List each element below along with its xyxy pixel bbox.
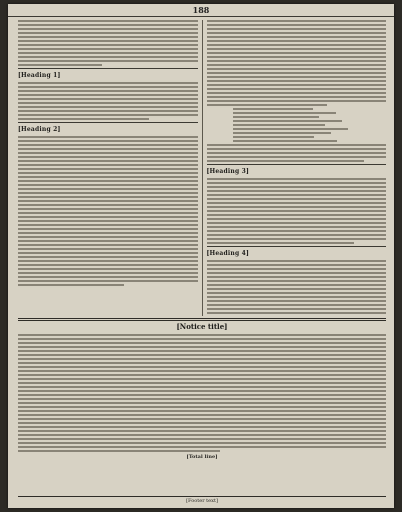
text-line [207, 186, 387, 188]
text-line [207, 292, 387, 294]
text-line [18, 160, 198, 162]
text-line [18, 172, 198, 174]
article-heading-block [18, 72, 198, 80]
text-line [207, 52, 387, 54]
text-line [207, 76, 387, 78]
text-line [207, 284, 387, 286]
notice-text-line [18, 430, 386, 432]
article-separator [207, 164, 387, 165]
text-line [18, 110, 198, 112]
text-line [207, 202, 387, 204]
article-heading: [Heading 4] [206, 250, 250, 257]
notice-text-line [18, 386, 386, 388]
text-line [18, 20, 198, 22]
verse-line [233, 140, 337, 142]
text-line [207, 296, 387, 298]
text-line [18, 60, 198, 62]
article-separator [207, 246, 387, 247]
text-line [207, 206, 387, 208]
text-line [207, 160, 365, 162]
text-line [207, 230, 387, 232]
text-line [18, 82, 198, 84]
text-line [18, 224, 198, 226]
section-divider-double [18, 320, 386, 321]
article-separator [18, 68, 198, 69]
text-line [207, 92, 387, 94]
text-line [18, 98, 198, 100]
notice-text-line [18, 398, 386, 400]
verse-line [233, 128, 348, 130]
text-line [207, 276, 387, 278]
text-line [18, 180, 198, 182]
text-line [18, 28, 198, 30]
text-line [18, 248, 198, 250]
article-heading: [Heading 3] [206, 168, 250, 175]
text-line [18, 276, 198, 278]
text-line [207, 260, 387, 262]
notice-text-line [18, 366, 386, 368]
notice-text-line [18, 446, 386, 448]
text-line [18, 64, 102, 66]
notice-body [18, 334, 386, 452]
text-line [18, 196, 198, 198]
text-line [18, 140, 198, 142]
notice-text-line [18, 418, 386, 420]
text-line [207, 242, 354, 244]
donation-notice [18, 322, 386, 492]
text-line [18, 192, 198, 194]
text-line [18, 90, 198, 92]
text-line [207, 84, 387, 86]
text-line [18, 200, 198, 202]
article-text-block [18, 82, 198, 120]
verse-line [233, 116, 319, 118]
text-line [207, 222, 387, 224]
text-line [207, 96, 387, 98]
verse-line [233, 124, 325, 126]
text-line [18, 240, 198, 242]
article-text-block [207, 178, 387, 244]
text-line [207, 72, 387, 74]
article-text-block [207, 144, 387, 162]
notice-text-line [18, 410, 386, 412]
notice-text-line [18, 434, 386, 436]
text-line [18, 86, 198, 88]
text-line [18, 52, 198, 54]
article-text-block [207, 108, 387, 142]
notice-text-line [18, 354, 386, 356]
text-line [18, 102, 198, 104]
text-line [207, 218, 387, 220]
text-line [207, 44, 387, 46]
newspaper-page [8, 4, 394, 508]
text-line [207, 210, 387, 212]
text-line [18, 118, 149, 120]
text-line [207, 182, 387, 184]
text-line [207, 272, 387, 274]
text-line [18, 24, 198, 26]
text-line [207, 64, 387, 66]
notice-text-line [18, 402, 386, 404]
text-line [18, 256, 198, 258]
text-line [18, 208, 198, 210]
text-line [18, 264, 198, 266]
text-line [18, 176, 198, 178]
text-line [207, 288, 387, 290]
text-line [207, 190, 387, 192]
notice-title: [Notice title] [176, 322, 228, 331]
text-line [207, 100, 387, 102]
text-line [18, 216, 198, 218]
text-line [18, 114, 198, 116]
verse-line [233, 108, 313, 110]
notice-text-line [18, 390, 386, 392]
page-number: 188 [192, 5, 210, 15]
text-line [207, 312, 387, 314]
text-line [207, 20, 387, 22]
article-heading: [Heading 2] [18, 126, 61, 133]
text-line [207, 80, 387, 82]
text-line [18, 260, 198, 262]
text-line [207, 268, 387, 270]
article-heading-block [207, 168, 387, 176]
verse-line [233, 120, 342, 122]
text-line [207, 40, 387, 42]
text-line [18, 40, 198, 42]
text-line [207, 24, 387, 26]
notice-text-line [18, 346, 386, 348]
text-line [207, 178, 387, 180]
text-line [207, 88, 387, 90]
left-column [18, 20, 198, 316]
text-line [18, 244, 198, 246]
text-line [18, 188, 198, 190]
text-line [18, 144, 198, 146]
text-line [18, 56, 198, 58]
notice-text-line [18, 406, 386, 408]
text-line [207, 238, 387, 240]
text-line [207, 156, 387, 158]
notice-text-line [18, 426, 386, 428]
text-line [18, 268, 198, 270]
text-line [207, 264, 387, 266]
notice-text-line [18, 382, 386, 384]
text-line [18, 164, 198, 166]
text-line [207, 300, 387, 302]
text-line [207, 280, 387, 282]
text-line [207, 194, 387, 196]
notice-text-line [18, 342, 386, 344]
two-column-body [18, 20, 386, 316]
article-text-block [18, 136, 198, 286]
text-line [18, 236, 198, 238]
article-text-block [207, 260, 387, 316]
text-line [207, 144, 387, 146]
text-line [18, 252, 198, 254]
notice-text-line [18, 350, 386, 352]
notice-text-line [18, 438, 386, 440]
notice-text-line [18, 358, 386, 360]
text-line [207, 152, 387, 154]
right-column [207, 20, 387, 316]
article-heading-block [207, 250, 387, 258]
text-line [18, 232, 198, 234]
column-divider [202, 20, 203, 316]
notice-text-line [18, 450, 220, 452]
text-line [207, 36, 387, 38]
text-line [18, 184, 198, 186]
notice-text-line [18, 378, 386, 380]
text-line [18, 156, 198, 158]
verse-line [233, 136, 314, 138]
text-line [207, 214, 387, 216]
verse-line [233, 112, 336, 114]
notice-text-line [18, 362, 386, 364]
article-separator [18, 122, 198, 123]
text-line [18, 204, 198, 206]
text-line [18, 136, 198, 138]
text-line [207, 56, 387, 58]
article-text-block [18, 20, 198, 66]
article-heading: [Heading 1] [18, 72, 61, 79]
text-line [18, 280, 198, 282]
text-line [18, 48, 198, 50]
text-line [18, 212, 198, 214]
text-line [207, 60, 387, 62]
text-line [207, 104, 327, 106]
text-line [18, 220, 198, 222]
text-line [18, 284, 124, 286]
text-line [207, 234, 387, 236]
text-line [18, 228, 198, 230]
page-header [8, 4, 394, 17]
verse-line [233, 132, 331, 134]
notice-text-line [18, 414, 386, 416]
text-line [207, 28, 387, 30]
notice-text-line [18, 334, 386, 336]
text-line [18, 152, 198, 154]
text-line [18, 272, 198, 274]
text-line [18, 44, 198, 46]
section-divider-top [18, 318, 386, 319]
article-text-block [207, 20, 387, 106]
notice-text-line [18, 374, 386, 376]
text-line [18, 36, 198, 38]
text-line [207, 148, 387, 150]
text-line [207, 304, 387, 306]
text-line [207, 32, 387, 34]
notice-text-line [18, 422, 386, 424]
text-line [207, 68, 387, 70]
text-line [18, 32, 198, 34]
text-line [207, 48, 387, 50]
text-line [18, 148, 198, 150]
text-line [207, 226, 387, 228]
text-line [207, 198, 387, 200]
text-line [18, 168, 198, 170]
notice-text-line [18, 442, 386, 444]
text-line [18, 94, 198, 96]
notice-text-line [18, 370, 386, 372]
notice-text-line [18, 338, 386, 340]
text-line [18, 106, 198, 108]
page-footer: [Footer text] [18, 496, 386, 505]
article-heading-block [18, 126, 198, 134]
notice-total: [Total line] [186, 454, 218, 460]
notice-text-line [18, 394, 386, 396]
text-line [207, 308, 387, 310]
